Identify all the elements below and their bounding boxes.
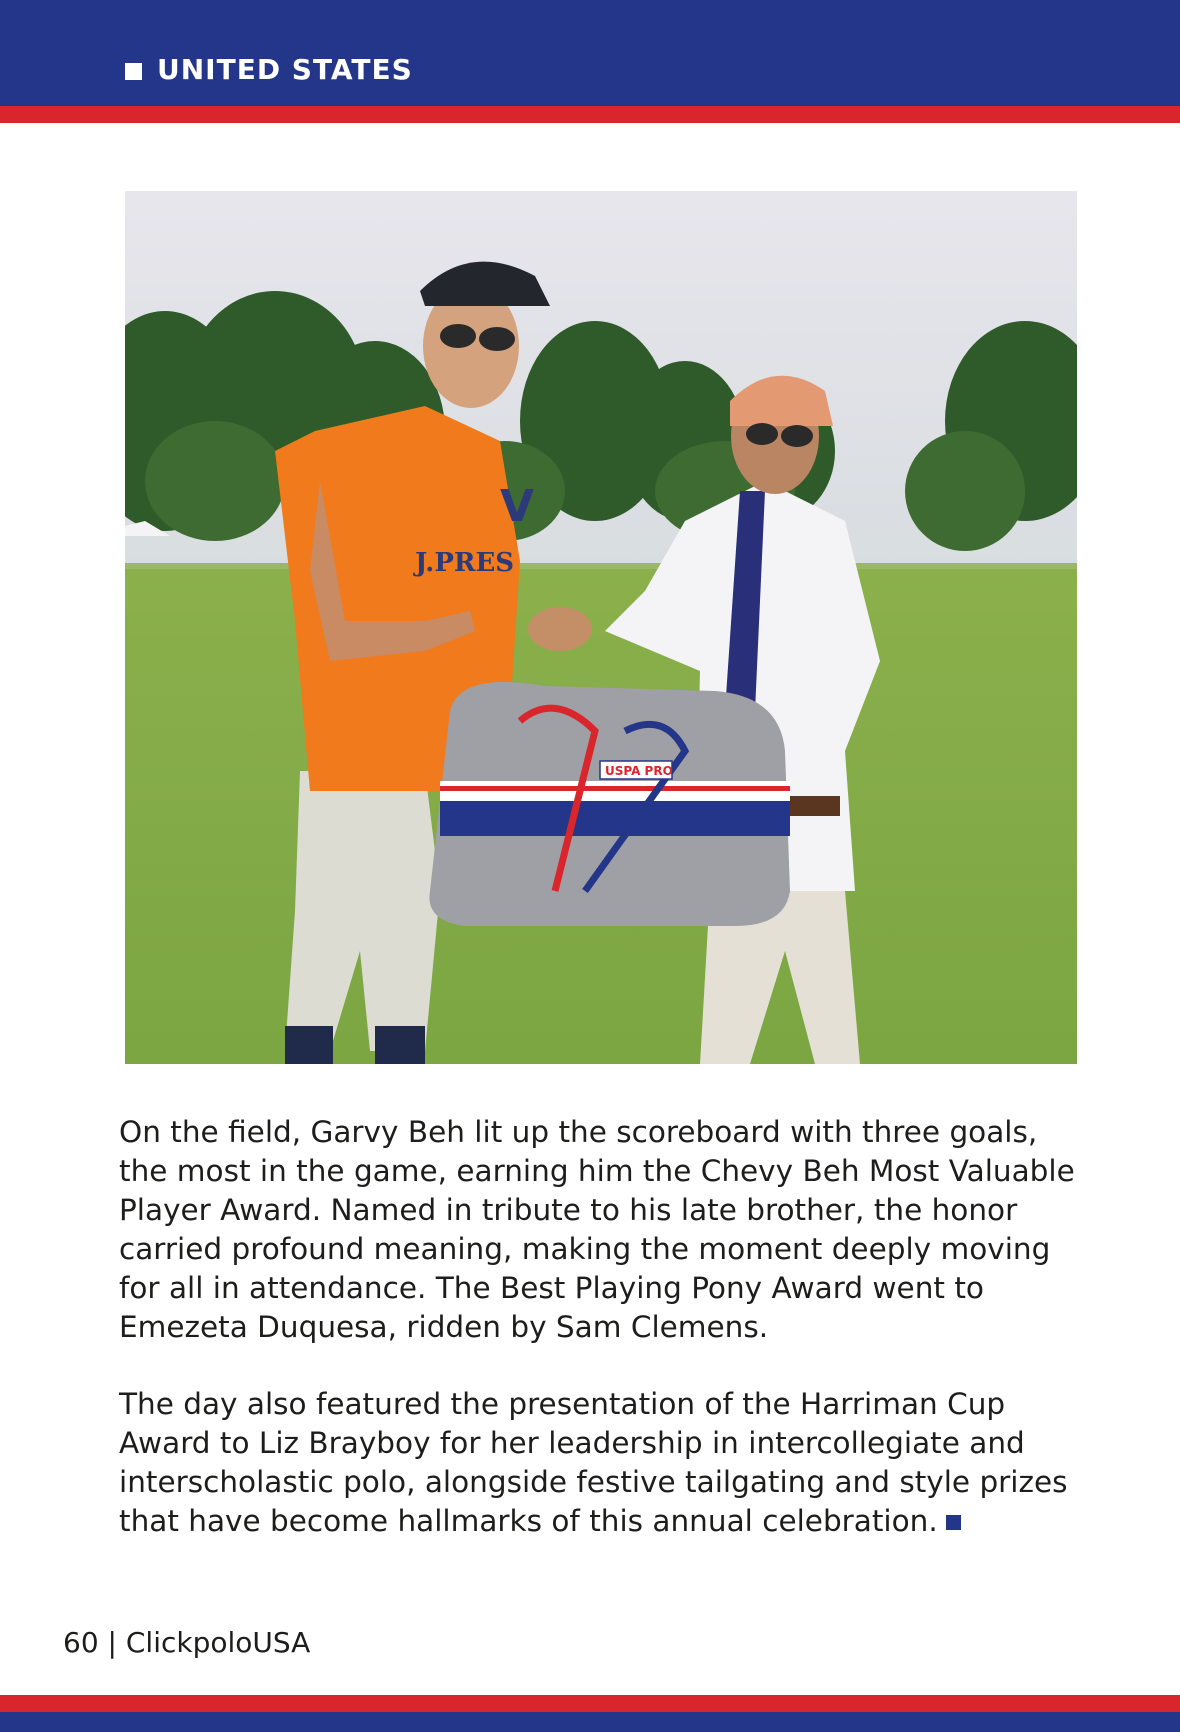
article-paragraph-2 (119, 1385, 1079, 1541)
section-label: UNITED STATES (157, 53, 413, 86)
footer-blue-stripe (0, 1712, 1180, 1732)
header-red-stripe (0, 106, 1180, 123)
end-of-article-square-icon (946, 1515, 961, 1530)
footer-red-stripe (0, 1695, 1180, 1712)
article-paragraph-2-text: The day also featured the presentation of the Harriman Cup Award to Liz Brayboy for her leadership in intercollegiate and interscholastic polo, alongside festive tailgating and style prizes that have become hallmarks of this annual celebration. (119, 1387, 1068, 1538)
page-footer-label: 60 | ClickpoloUSA (63, 1626, 311, 1659)
section-bullet-square (125, 63, 142, 80)
jersey-letter: V (500, 481, 535, 532)
bag-label: USPA PRO (605, 764, 673, 778)
award-presentation-photo (125, 191, 1077, 1064)
jersey-text: J.PRES (415, 548, 515, 578)
article-paragraph-1 (119, 1113, 1079, 1347)
article-paragraph-1-text: On the field, Garvy Beh lit up the scoreboard with three goals, the most in the game, earning him the Chevy Beh Most Valuable Player Award. Named in tribute to his late brother, the honor carried profound meaning, making the moment deeply moving for all in attendance. The Best Playing Pony Award went to Emezeta Duquesa, ridden by Sam Clemens. (119, 1115, 1075, 1344)
